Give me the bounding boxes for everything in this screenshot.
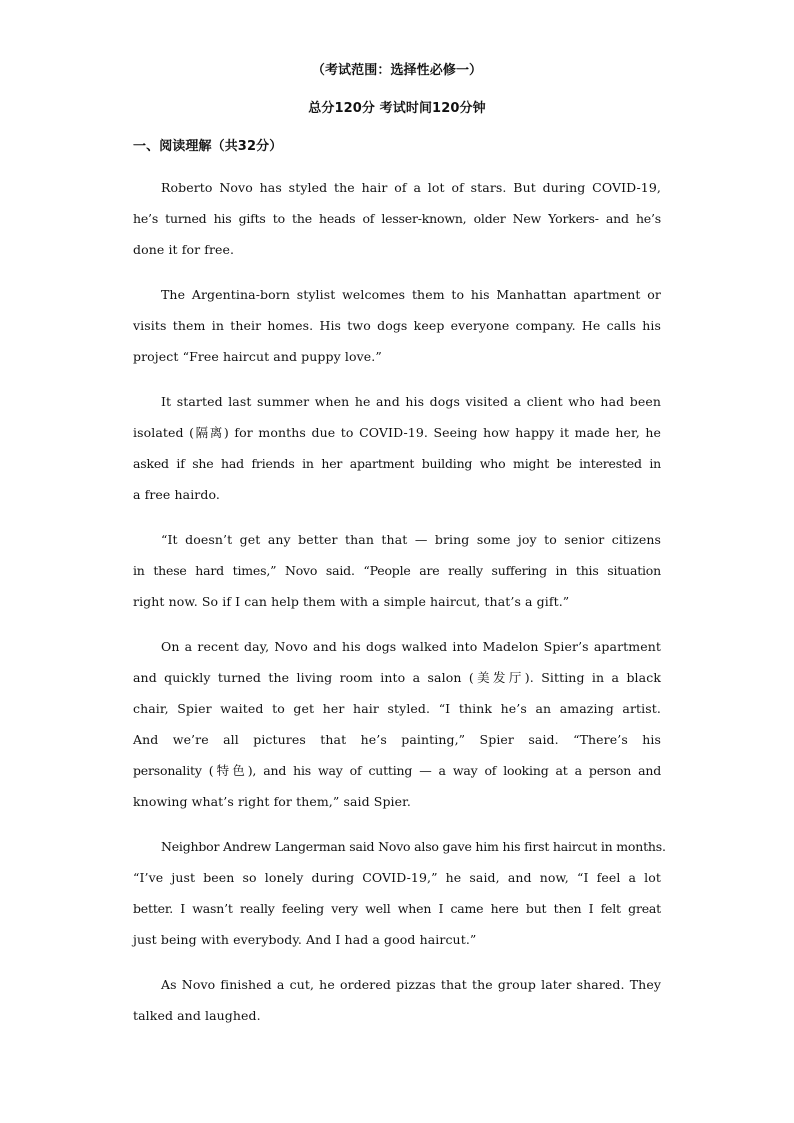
passage-line: The Argentina-born stylist welcomes them to his Manhattan apartment or [161,287,661,302]
passage-line: a free hairdo. [133,487,220,502]
passage-line: And we’re all pictures that he’s painting,” Spier said. “There’s his [133,732,661,747]
passage-line: “I’ve just been so lonely during COVID-19,” he said, and now, “I feel a lot [133,870,661,885]
passage-line: knowing what’s right for them,” said Spier. [133,794,411,809]
passage-line: personality (特色), and his way of cutting — a way of looking at a person and [133,763,661,778]
passage-line: As Novo finished a cut, he ordered pizzas that the group later shared. They [161,977,661,992]
passage-line: Roberto Novo has styled the hair of a lot of stars. But during COVID-19, [161,180,661,195]
passage-line: better. I wasn’t really feeling very well when I came here but then I felt great [133,901,661,916]
passage-line: It started last summer when he and his dogs visited a client who had been [161,394,661,409]
exam-scope: （考试范围：选择性必修一） [311,63,483,78]
passage-line: talked and laughed. [133,1008,261,1023]
passage-line: done it for free. [133,242,235,257]
passage-line: right now. So if I can help them with a simple haircut, that’s a gift.” [133,594,570,609]
section-title-reading: 一、阅读理解（共32分） [133,139,283,154]
passage-line: asked if she had friends in her apartment building who might be interested in [133,456,661,471]
passage-line: visits them in their homes. His two dogs keep everyone company. He calls his [133,318,661,333]
passage-line: “It doesn’t get any better than that — bring some joy to senior citizens [161,532,661,547]
passage-line: project “Free haircut and puppy love.” [133,349,382,364]
passage-line: chair, Spier waited to get her hair styled. “I think he’s an amazing artist. [133,701,661,716]
passage-line: in these hard times,” Novo said. “People are really suffering in this situation [133,563,661,578]
score-and-time: 总分120分 考试时间120分钟 [308,101,486,116]
passage-line: isolated (隔离) for months due to COVID-19. Seeing how happy it made her, he [133,425,661,440]
passage-line: Neighbor Andrew Langerman said Novo also gave him his first haircut in months. [161,839,666,854]
passage-line: On a recent day, Novo and his dogs walked into Madelon Spier’s apartment [161,639,661,654]
passage-line: he’s turned his gifts to the heads of lesser-known, older New Yorkers- and he’s [133,211,661,226]
passage-line: and quickly turned the living room into a salon (美发厅). Sitting in a black [133,670,661,685]
passage-line: just being with everybody. And I had a good haircut.” [133,932,477,947]
